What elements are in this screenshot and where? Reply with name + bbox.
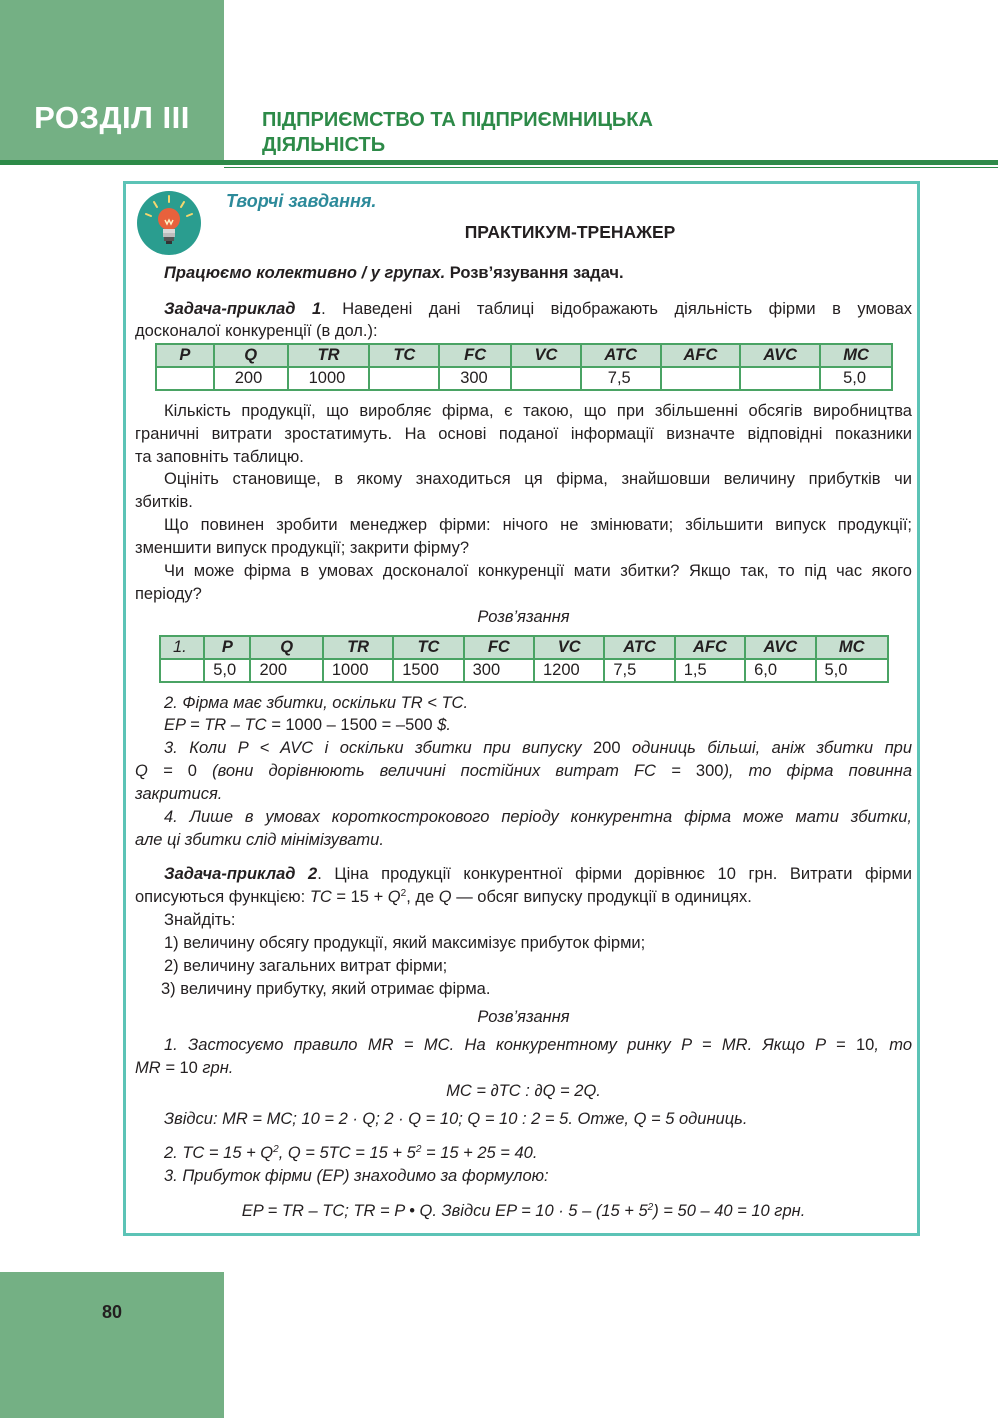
sol-text: = 15 + 25 = 40. [421, 1144, 538, 1162]
table-cell: 7,5 [604, 659, 674, 682]
intro-bold: Розв’язування задач. [449, 264, 624, 282]
para1-line1: Кількість продукції, що виробляє фірма, є такою, що при збільшенні обсягів виробництва [164, 402, 912, 420]
table-cell [160, 659, 204, 682]
table-header-cell: TR [323, 636, 393, 659]
task1-line1 [135, 298, 912, 321]
solution-step3-line3: закритися. [135, 785, 223, 803]
step3-text: Q = [135, 762, 188, 780]
intro-bold-italic: Працюємо колективно / у групах. [164, 264, 446, 282]
solution-title-2: Розв’язання [477, 1008, 570, 1026]
task2-item2: 2) величину загальних витрат фірми; [164, 957, 448, 975]
solution-step3-line2 [135, 760, 912, 783]
table-header-cell: TR [288, 344, 370, 367]
ep-formula: EP = TR – TC = [164, 716, 286, 734]
task2-text: . Ціна продукції конкурентної фірми дорівнює 10 грн. Витрати фірми [317, 865, 913, 883]
table-cell [740, 367, 820, 390]
step3-number: 200 [593, 739, 621, 757]
step3-text: ), то фірма повинна [723, 762, 913, 780]
table-header-cell: AVC [740, 344, 820, 367]
table-header-cell: TC [369, 344, 439, 367]
para3-line1: Що повинен зробити менеджер фірми: нічого не змінювати; збільшити випуск продукції; [164, 516, 912, 534]
solution-table-header-row [160, 636, 888, 659]
table-cell: 5,0 [816, 659, 889, 682]
table-header-cell: VC [511, 344, 581, 367]
task2-exponent: 2 [400, 888, 407, 899]
para4-line1: Чи може фірма в умовах досконалої конкуренції мати збитки? Якщо так, то під час якого [164, 562, 912, 580]
task2-from-line: Звідси: MR = MC; 10 = 2 · Q; 2 · Q = 10; Q = 10 : 2 = 5. Отже, Q = 5 одиниць. [164, 1110, 748, 1128]
task2-line1 [135, 863, 912, 886]
sol-text: 1. Застосуємо правило MR = MC. На конкурентному ринку P = MR. Якщо P = [164, 1036, 856, 1054]
lightbulb-icon [136, 190, 202, 256]
exponent: 2 [415, 1144, 422, 1155]
task2-sol3: 3. Прибуток фірми (EP) знаходимо за формулою: [164, 1167, 549, 1185]
task1-table-row [156, 367, 892, 390]
table-header-cell: MC [820, 344, 892, 367]
table-header-cell: ATC [581, 344, 661, 367]
task2-line2 [135, 886, 752, 909]
task2-text: , де [406, 888, 439, 906]
table-cell: 6,0 [745, 659, 815, 682]
sol-text: MR = [135, 1059, 180, 1077]
formula-text: ) = 50 – 40 = 10 грн. [653, 1202, 806, 1220]
table-header-cell: P [204, 636, 250, 659]
table-header-cell: FC [439, 344, 511, 367]
table-header-cell: ATC [604, 636, 674, 659]
task2-sol1-line2 [135, 1057, 233, 1080]
para1-line2: граничні витрати зростатимуть. На основі поданої інформації визначте відповідні показники [135, 425, 912, 443]
chapter-title-line1: ПІДПРИЄМСТВО ТА ПІДПРИЄМНИЦЬКА [262, 109, 653, 131]
task2-var: Q [438, 888, 452, 906]
table-cell [511, 367, 581, 390]
para1-line3: та заповніть таблицю. [135, 448, 304, 466]
table-cell: 200 [214, 367, 288, 390]
task2-item3: 3) величину прибутку, який отримає фірма. [161, 980, 491, 998]
task2-text: = 15 + [331, 888, 388, 906]
table-cell [156, 367, 214, 390]
task1-label: Задача-приклад 1 [164, 300, 322, 318]
solution-ep-line [164, 714, 451, 737]
sol-text: 2. TC = 15 + Q [164, 1144, 274, 1162]
table-cell: 200 [250, 659, 322, 682]
task1-table-header-row [156, 344, 892, 367]
solution-table [159, 635, 889, 683]
para2-line2: збитків. [135, 493, 193, 511]
task2-text: — обсяг випуску продукції в одиницях. [451, 888, 752, 906]
table-cell: 1500 [393, 659, 463, 682]
task1-text-line2: досконалої конкуренції (в дол.): [135, 322, 378, 340]
table-cell: 7,5 [581, 367, 661, 390]
table-header-cell: FC [464, 636, 534, 659]
sol-text: , Q = 5TC = 15 + 5 [278, 1144, 416, 1162]
header-green-block [0, 0, 224, 162]
footer-green-block [0, 1272, 224, 1418]
exponent: 2 [647, 1202, 654, 1213]
creative-tasks-heading: Творчі завдання. [226, 191, 377, 211]
ep-unit: $. [432, 716, 451, 734]
step3-text: 3. Коли P < AVC і оскільки збитки при випуску [164, 739, 593, 757]
header-rule-thin [224, 167, 998, 168]
intro-line [164, 262, 624, 285]
final-formula [135, 1200, 912, 1223]
table-cell: 5,0 [204, 659, 250, 682]
solution-step2: 2. Фірма має збитки, оскільки TR < TC. [164, 694, 469, 712]
table-header-cell: MC [816, 636, 889, 659]
formula-text: EP = TR – TC; TR = P • Q. Звідси EP = 10 · 5 – (15 + 5 [241, 1202, 648, 1220]
table-header-cell: Q [214, 344, 288, 367]
table-cell: 1,5 [675, 659, 745, 682]
table-header-cell: TC [393, 636, 463, 659]
section-label: РОЗДІЛ III [34, 100, 190, 135]
step3-text: (вони дорівнюють величині постійних витрат FC = [196, 762, 696, 780]
solution-step4-line1: 4. Лише в умовах короткострокового періоду конкурентна фірма може мати збитки, [164, 808, 912, 826]
task2-find: Знайдіть: [164, 911, 236, 929]
para4-line2: періоду? [135, 585, 202, 603]
step3-text: одиниць більші, аніж збитки при [620, 739, 912, 757]
task2-text: описуються функцією: [135, 888, 310, 906]
para3-line2: зменшити випуск продукції; закрити фірму? [135, 539, 470, 557]
table-cell: 1000 [288, 367, 370, 390]
sol-number: 10 [179, 1059, 198, 1077]
exponent: 2 [273, 1144, 279, 1155]
task2-sol1-line1 [135, 1034, 912, 1057]
solution-step4-line2: але ці збитки слід мінімізувати. [135, 831, 384, 849]
task1-text-line1: . Наведені дані таблиці відображають діяльність фірми в умовах [321, 300, 913, 318]
sol-number: 10 [855, 1036, 875, 1054]
table-cell: 300 [439, 367, 511, 390]
solution-step3-line1 [135, 737, 912, 760]
table-header-cell: P [156, 344, 214, 367]
step3-number: 300 [695, 762, 724, 780]
task2-sol2 [164, 1142, 537, 1165]
step3-number: 0 [187, 762, 197, 780]
table-header-cell: 1. [160, 636, 204, 659]
table-cell: 1200 [534, 659, 604, 682]
ep-values: 1000 – 1500 = –500 [285, 716, 433, 734]
table-cell: 300 [464, 659, 534, 682]
table-cell [369, 367, 439, 390]
table-cell: 1000 [323, 659, 393, 682]
solution-table-row [160, 659, 888, 682]
practicum-heading: ПРАКТИКУМ-ТРЕНАЖЕР [464, 222, 676, 242]
table-header-cell: AFC [661, 344, 741, 367]
task2-var: TC [309, 888, 332, 906]
table-cell: 5,0 [820, 367, 892, 390]
header-rule [0, 160, 998, 165]
table-cell [661, 367, 741, 390]
task2-item1: 1) величину обсягу продукції, який максимізує прибуток фірми; [164, 934, 646, 952]
table-header-cell: AFC [675, 636, 745, 659]
task2-var: Q [387, 888, 401, 906]
chapter-title [262, 108, 862, 158]
task2-label: Задача-приклад 2 [164, 865, 318, 883]
table-header-cell: Q [250, 636, 322, 659]
table-header-cell: AVC [745, 636, 815, 659]
solution-title-1: Розв’язання [477, 608, 570, 626]
table-header-cell: VC [534, 636, 604, 659]
page-number: 80 [101, 1302, 123, 1322]
chapter-title-line2: ДІЯЛЬНІСТЬ [262, 134, 386, 156]
sol-text: , то [874, 1036, 913, 1054]
mc-formula: MC = ∂TC : ∂Q = 2Q. [446, 1082, 601, 1100]
sol-text: грн. [197, 1059, 234, 1077]
para2-line1: Оцініть становище, в якому знаходиться ця фірма, знайшовши величину прибутків чи [164, 470, 912, 488]
task1-table [155, 343, 893, 391]
